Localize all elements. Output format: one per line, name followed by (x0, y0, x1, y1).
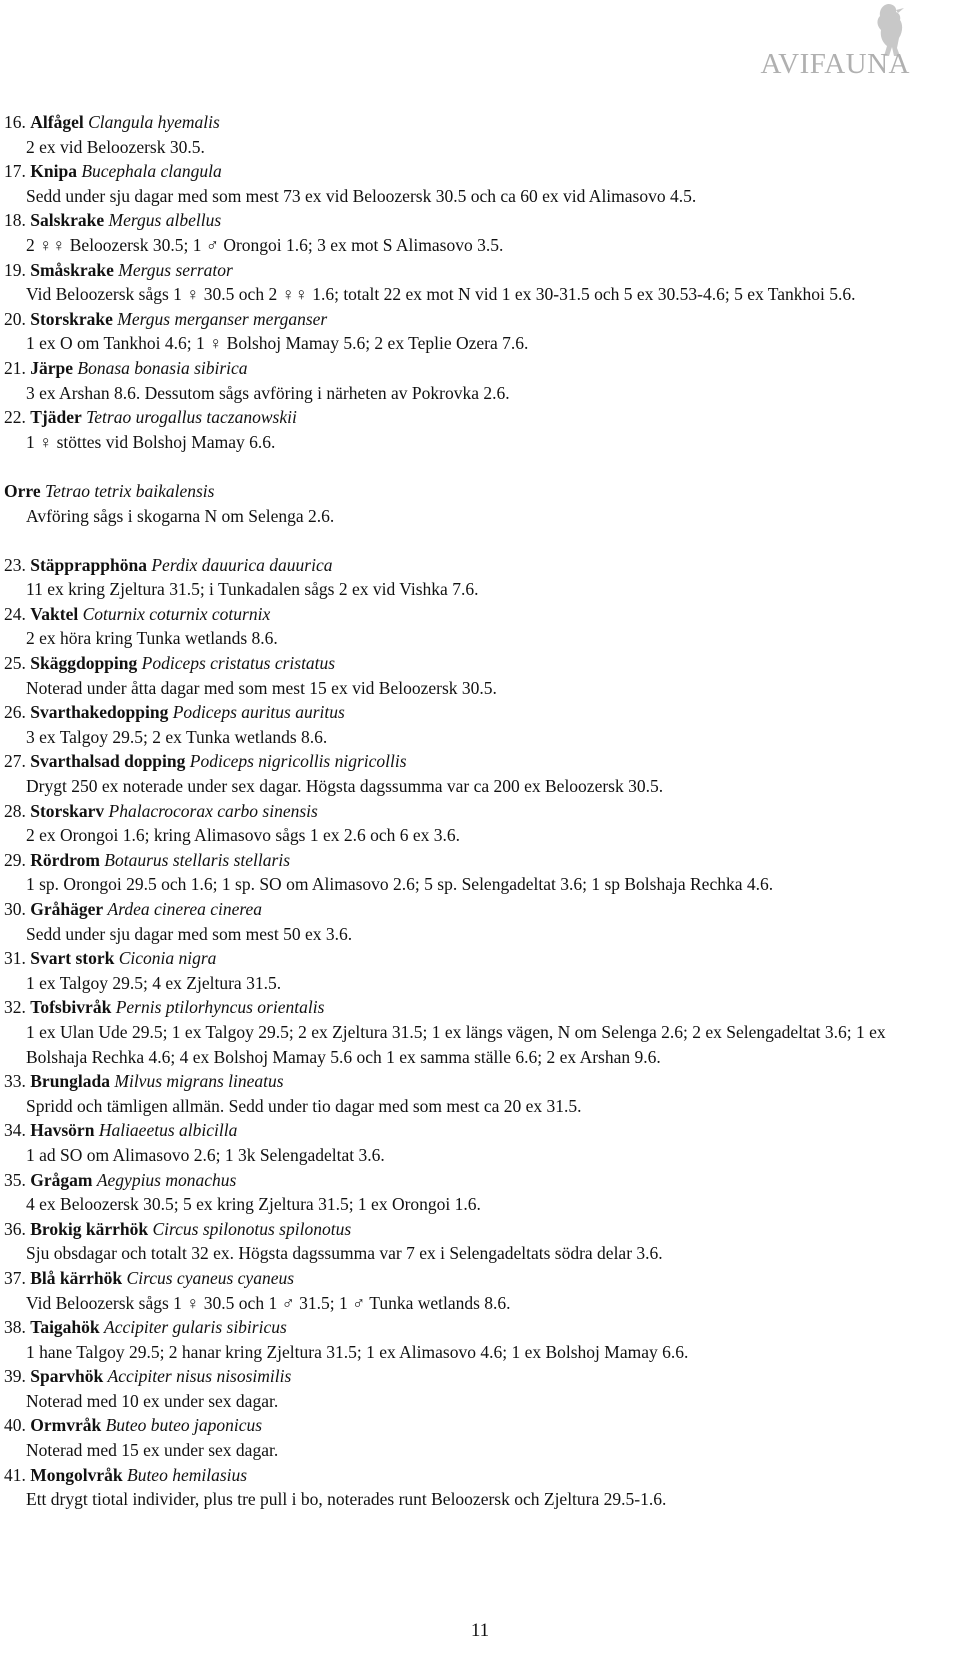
species-entry (4, 208, 924, 257)
observation-text: 2 ♀♀ Beloozersk 30.5; 1 ♂ Orongoi 1.6; 3 ex mot S Alimasovo 3.5. (26, 234, 504, 255)
scientific-name: Podiceps cristatus cristatus (141, 653, 336, 674)
species-number: 24. (4, 603, 26, 624)
species-number: 17. (4, 161, 26, 182)
species-heading (4, 356, 924, 381)
species-entry (4, 1118, 924, 1167)
species-entry (4, 1069, 924, 1118)
species-entry (4, 1217, 924, 1266)
species-name: Havsörn (30, 1120, 95, 1141)
species-number: 22. (4, 407, 26, 428)
species-name: Orre (4, 480, 41, 501)
species-list (4, 110, 924, 1512)
scientific-name: Circus spilonotus spilonotus (152, 1218, 352, 1239)
observation-text: Drygt 250 ex noterade under sex dagar. Högsta dagssumma var ca 200 ex Beloozersk 30.5. (26, 776, 664, 797)
species-heading (4, 307, 924, 332)
scientific-name: Perdix dauurica dauurica (151, 554, 333, 575)
species-number: 32. (4, 997, 26, 1018)
observation-text: 1 sp. Orongoi 29.5 och 1.6; 1 sp. SO om Alimasovo 2.6; 5 sp. Selengadeltat 3.6; 1 sp Bolshaja Rechka 4.6. (26, 874, 774, 895)
species-heading (4, 479, 924, 504)
observation-text: 4 ex Beloozersk 30.5; 5 ex kring Zjeltura 31.5; 1 ex Orongoi 1.6. (26, 1194, 481, 1215)
species-heading (4, 1069, 924, 1094)
scientific-name: Clangula hyemalis (88, 112, 220, 132)
scientific-name: Botaurus stellaris stellaris (104, 849, 291, 870)
species-name: Ormvråk (30, 1415, 102, 1436)
species-number: 18. (4, 210, 26, 231)
species-name: Svart stork (30, 948, 115, 969)
species-entry (4, 1413, 924, 1462)
observation-text: Sju obsdagar och totalt 32 ex. Högsta dagssumma var 7 ex i Selengadeltats södra delar 3.6. (26, 1243, 663, 1264)
scientific-name: Coturnix coturnix coturnix (82, 603, 271, 624)
scientific-name: Mergus serrator (118, 259, 233, 280)
species-heading (4, 897, 924, 922)
observation-text: Vid Beloozersk sågs 1 ♀ 30.5 och 2 ♀♀ 1.6; totalt 22 ex mot N vid 1 ex 30-31.5 och 5 ex 30.53-4.6; 5 ex Tankhoi 5.6. (26, 284, 856, 305)
species-name: Rördrom (30, 849, 100, 870)
species-name: Alfågel (30, 112, 84, 132)
species-entry (4, 553, 924, 602)
species-heading (4, 1315, 924, 1340)
species-name: Storskrake (30, 308, 113, 329)
species-heading (4, 1168, 924, 1193)
species-name: Knipa (30, 161, 77, 182)
species-number: 16. (4, 112, 26, 132)
species-heading (4, 1266, 924, 1291)
observation-text: 1 ex Talgoy 29.5; 4 ex Zjeltura 31.5. (26, 972, 282, 993)
species-name: Brokig kärrhök (30, 1218, 149, 1239)
scientific-name: Mergus albellus (108, 210, 222, 231)
scientific-name: Tetrao urogallus taczanowskii (86, 407, 297, 428)
species-number: 31. (4, 948, 26, 969)
species-entry (4, 1266, 924, 1315)
species-number: 26. (4, 702, 26, 723)
species-name: Skäggdopping (30, 653, 138, 674)
scientific-name: Aegypius monachus (96, 1169, 237, 1190)
species-entry (4, 356, 924, 405)
species-name: Storskarv (30, 800, 105, 821)
species-entry (4, 1315, 924, 1364)
species-entry (4, 110, 924, 159)
species-heading (4, 700, 924, 725)
species-heading (4, 159, 924, 184)
observation-text: Ett drygt tiotal individer, plus tre pull i bo, noterades runt Beloozersk och Zjeltura 29.5-1.6. (26, 1489, 667, 1510)
species-name: Brunglada (30, 1071, 110, 1092)
species-name: Blå kärrhök (30, 1267, 123, 1288)
species-heading (4, 946, 924, 971)
species-entry (4, 159, 924, 208)
species-entry (4, 946, 924, 995)
observation-text: 1 ex O om Tankhoi 4.6; 1 ♀ Bolshoj Mamay 5.6; 2 ex Teplie Ozera 7.6. (26, 333, 529, 354)
page-number: 11 (470, 1620, 490, 1641)
species-heading (4, 1364, 924, 1389)
species-name: Tofsbivråk (30, 997, 112, 1018)
species-entry (4, 1168, 924, 1217)
species-entry (4, 1463, 924, 1512)
observation-text: Sedd under sju dagar med som mest 50 ex 3.6. (26, 923, 353, 944)
species-number: 23. (4, 554, 26, 575)
observation-text: 1 hane Talgoy 29.5; 2 hanar kring Zjeltura 31.5; 1 ex Alimasovo 4.6; 1 ex Bolshoj Mamay 6.6. (26, 1341, 689, 1362)
species-entry (4, 749, 924, 798)
species-number: 19. (4, 259, 26, 280)
avifauna-logo (740, 2, 910, 82)
species-heading (4, 110, 924, 135)
observation-text: Noterad med 10 ex under sex dagar. (26, 1390, 279, 1411)
species-number: 40. (4, 1415, 26, 1436)
species-heading (4, 1217, 924, 1242)
species-number: 25. (4, 653, 26, 674)
species-heading (4, 553, 924, 578)
species-heading (4, 1463, 924, 1488)
observation-text: 1 ex Ulan Ude 29.5; 1 ex Talgoy 29.5; 2 ex Zjeltura 31.5; 1 ex längs vägen, N om Selenga 2.6; 2 ex Selengadeltat 3.6; 1 ex Bolshaja Rechka 4.6; 4 ex Bolshoj Mamay 5.6 och 1 ex samma ställe 6.6; 2 ex Arshan 9.6. (26, 1021, 886, 1067)
logo-text: AVIFAUNA (760, 48, 910, 80)
species-number: 30. (4, 899, 26, 919)
observation-text: Noterad under åtta dagar med som mest 15 ex vid Beloozersk 30.5. (26, 677, 497, 698)
species-number: 38. (4, 1317, 26, 1338)
species-heading (4, 602, 924, 627)
species-entry (4, 602, 924, 651)
species-name: Sparvhök (30, 1366, 104, 1387)
species-entry (4, 1364, 924, 1413)
species-number: 21. (4, 357, 26, 378)
scientific-name: Podiceps auritus auritus (172, 702, 345, 723)
scientific-name: Pernis ptilorhyncus orientalis (115, 997, 325, 1018)
species-name: Taigahök (30, 1317, 100, 1338)
observation-text: Spridd och tämligen allmän. Sedd under tio dagar med som mest ca 20 ex 31.5. (26, 1095, 582, 1116)
species-name: Mongolvråk (30, 1464, 123, 1485)
scientific-name: Podiceps nigricollis nigricollis (189, 751, 407, 772)
observation-text: Noterad med 15 ex under sex dagar. (26, 1440, 279, 1461)
species-entry (4, 307, 924, 356)
species-name: Grågam (30, 1169, 93, 1190)
scientific-name: Phalacrocorax carbo sinensis (108, 800, 318, 821)
scientific-name: Accipiter gularis sibiricus (104, 1317, 287, 1338)
species-heading (4, 848, 924, 873)
species-heading (4, 208, 924, 233)
scientific-name: Ciconia nigra (118, 948, 217, 969)
species-entry (4, 700, 924, 749)
species-number: 36. (4, 1218, 26, 1239)
species-entry (4, 995, 924, 1069)
species-entry (4, 651, 924, 700)
observation-text: 2 ex höra kring Tunka wetlands 8.6. (26, 628, 278, 649)
scientific-name: Buteo hemilasius (127, 1464, 248, 1485)
observation-text: 1 ad SO om Alimasovo 2.6; 1 3k Selengadeltat 3.6. (26, 1144, 385, 1165)
species-entry (4, 799, 924, 848)
observation-text: 3 ex Talgoy 29.5; 2 ex Tunka wetlands 8.6. (26, 726, 328, 747)
scientific-name: Accipiter nisus nisosimilis (107, 1366, 292, 1387)
species-name: Järpe (30, 357, 74, 378)
species-heading (4, 258, 924, 283)
species-name: Vaktel (30, 603, 79, 624)
scientific-name: Tetrao tetrix baikalensis (44, 480, 215, 501)
scientific-name: Bucephala clangula (81, 161, 222, 182)
scientific-name: Bonasa bonasia sibirica (77, 357, 248, 378)
species-name: Stäpprapphöna (30, 554, 147, 575)
species-heading (4, 749, 924, 774)
species-number: 41. (4, 1464, 26, 1485)
species-entry (4, 479, 924, 528)
observation-text: Avföring sågs i skogarna N om Selenga 2.6. (26, 505, 335, 526)
species-number: 37. (4, 1267, 26, 1288)
species-number: 39. (4, 1366, 26, 1387)
observation-text: Vid Beloozersk sågs 1 ♀ 30.5 och 1 ♂ 31.5; 1 ♂ Tunka wetlands 8.6. (26, 1292, 511, 1313)
species-entry (4, 405, 924, 454)
species-name: Svarthalsad dopping (30, 751, 186, 772)
species-entry (4, 258, 924, 307)
species-heading (4, 799, 924, 824)
observation-text: 1 ♀ stöttes vid Bolshoj Mamay 6.6. (26, 431, 276, 452)
scientific-name: Ardea cinerea cinerea (107, 899, 263, 919)
scientific-name: Mergus merganser merganser (117, 308, 328, 329)
species-name: Småskrake (30, 259, 114, 280)
species-entry (4, 848, 924, 897)
scientific-name: Buteo buteo japonicus (105, 1415, 263, 1436)
species-heading (4, 651, 924, 676)
species-name: Gråhäger (30, 899, 104, 919)
species-number: 27. (4, 751, 26, 772)
scientific-name: Haliaeetus albicilla (98, 1120, 238, 1141)
species-number: 29. (4, 849, 26, 870)
species-heading (4, 405, 924, 430)
observation-text: 2 ex vid Beloozersk 30.5. (26, 136, 205, 157)
species-heading (4, 1413, 924, 1438)
species-heading (4, 995, 924, 1020)
species-heading (4, 1118, 924, 1143)
scientific-name: Circus cyaneus cyaneus (126, 1267, 295, 1288)
species-name: Salskrake (30, 210, 105, 231)
species-number: 34. (4, 1120, 26, 1141)
scientific-name: Milvus migrans lineatus (114, 1071, 284, 1092)
species-number: 35. (4, 1169, 26, 1190)
observation-text: 3 ex Arshan 8.6. Dessutom sågs avföring i närheten av Pokrovka 2.6. (26, 382, 510, 403)
species-name: Svarthakedopping (30, 702, 169, 723)
observation-text: Sedd under sju dagar med som mest 73 ex vid Beloozersk 30.5 och ca 60 ex vid Alimasovo 4.5. (26, 185, 697, 206)
observation-text: 11 ex kring Zjeltura 31.5; i Tunkadalen sågs 2 ex vid Vishka 7.6. (26, 579, 479, 600)
species-number: 20. (4, 308, 26, 329)
species-name: Tjäder (30, 407, 82, 428)
species-number: 28. (4, 800, 26, 821)
observation-text: 2 ex Orongoi 1.6; kring Alimasovo sågs 1 ex 2.6 och 6 ex 3.6. (26, 825, 461, 846)
species-number: 33. (4, 1071, 26, 1092)
species-entry (4, 897, 924, 946)
